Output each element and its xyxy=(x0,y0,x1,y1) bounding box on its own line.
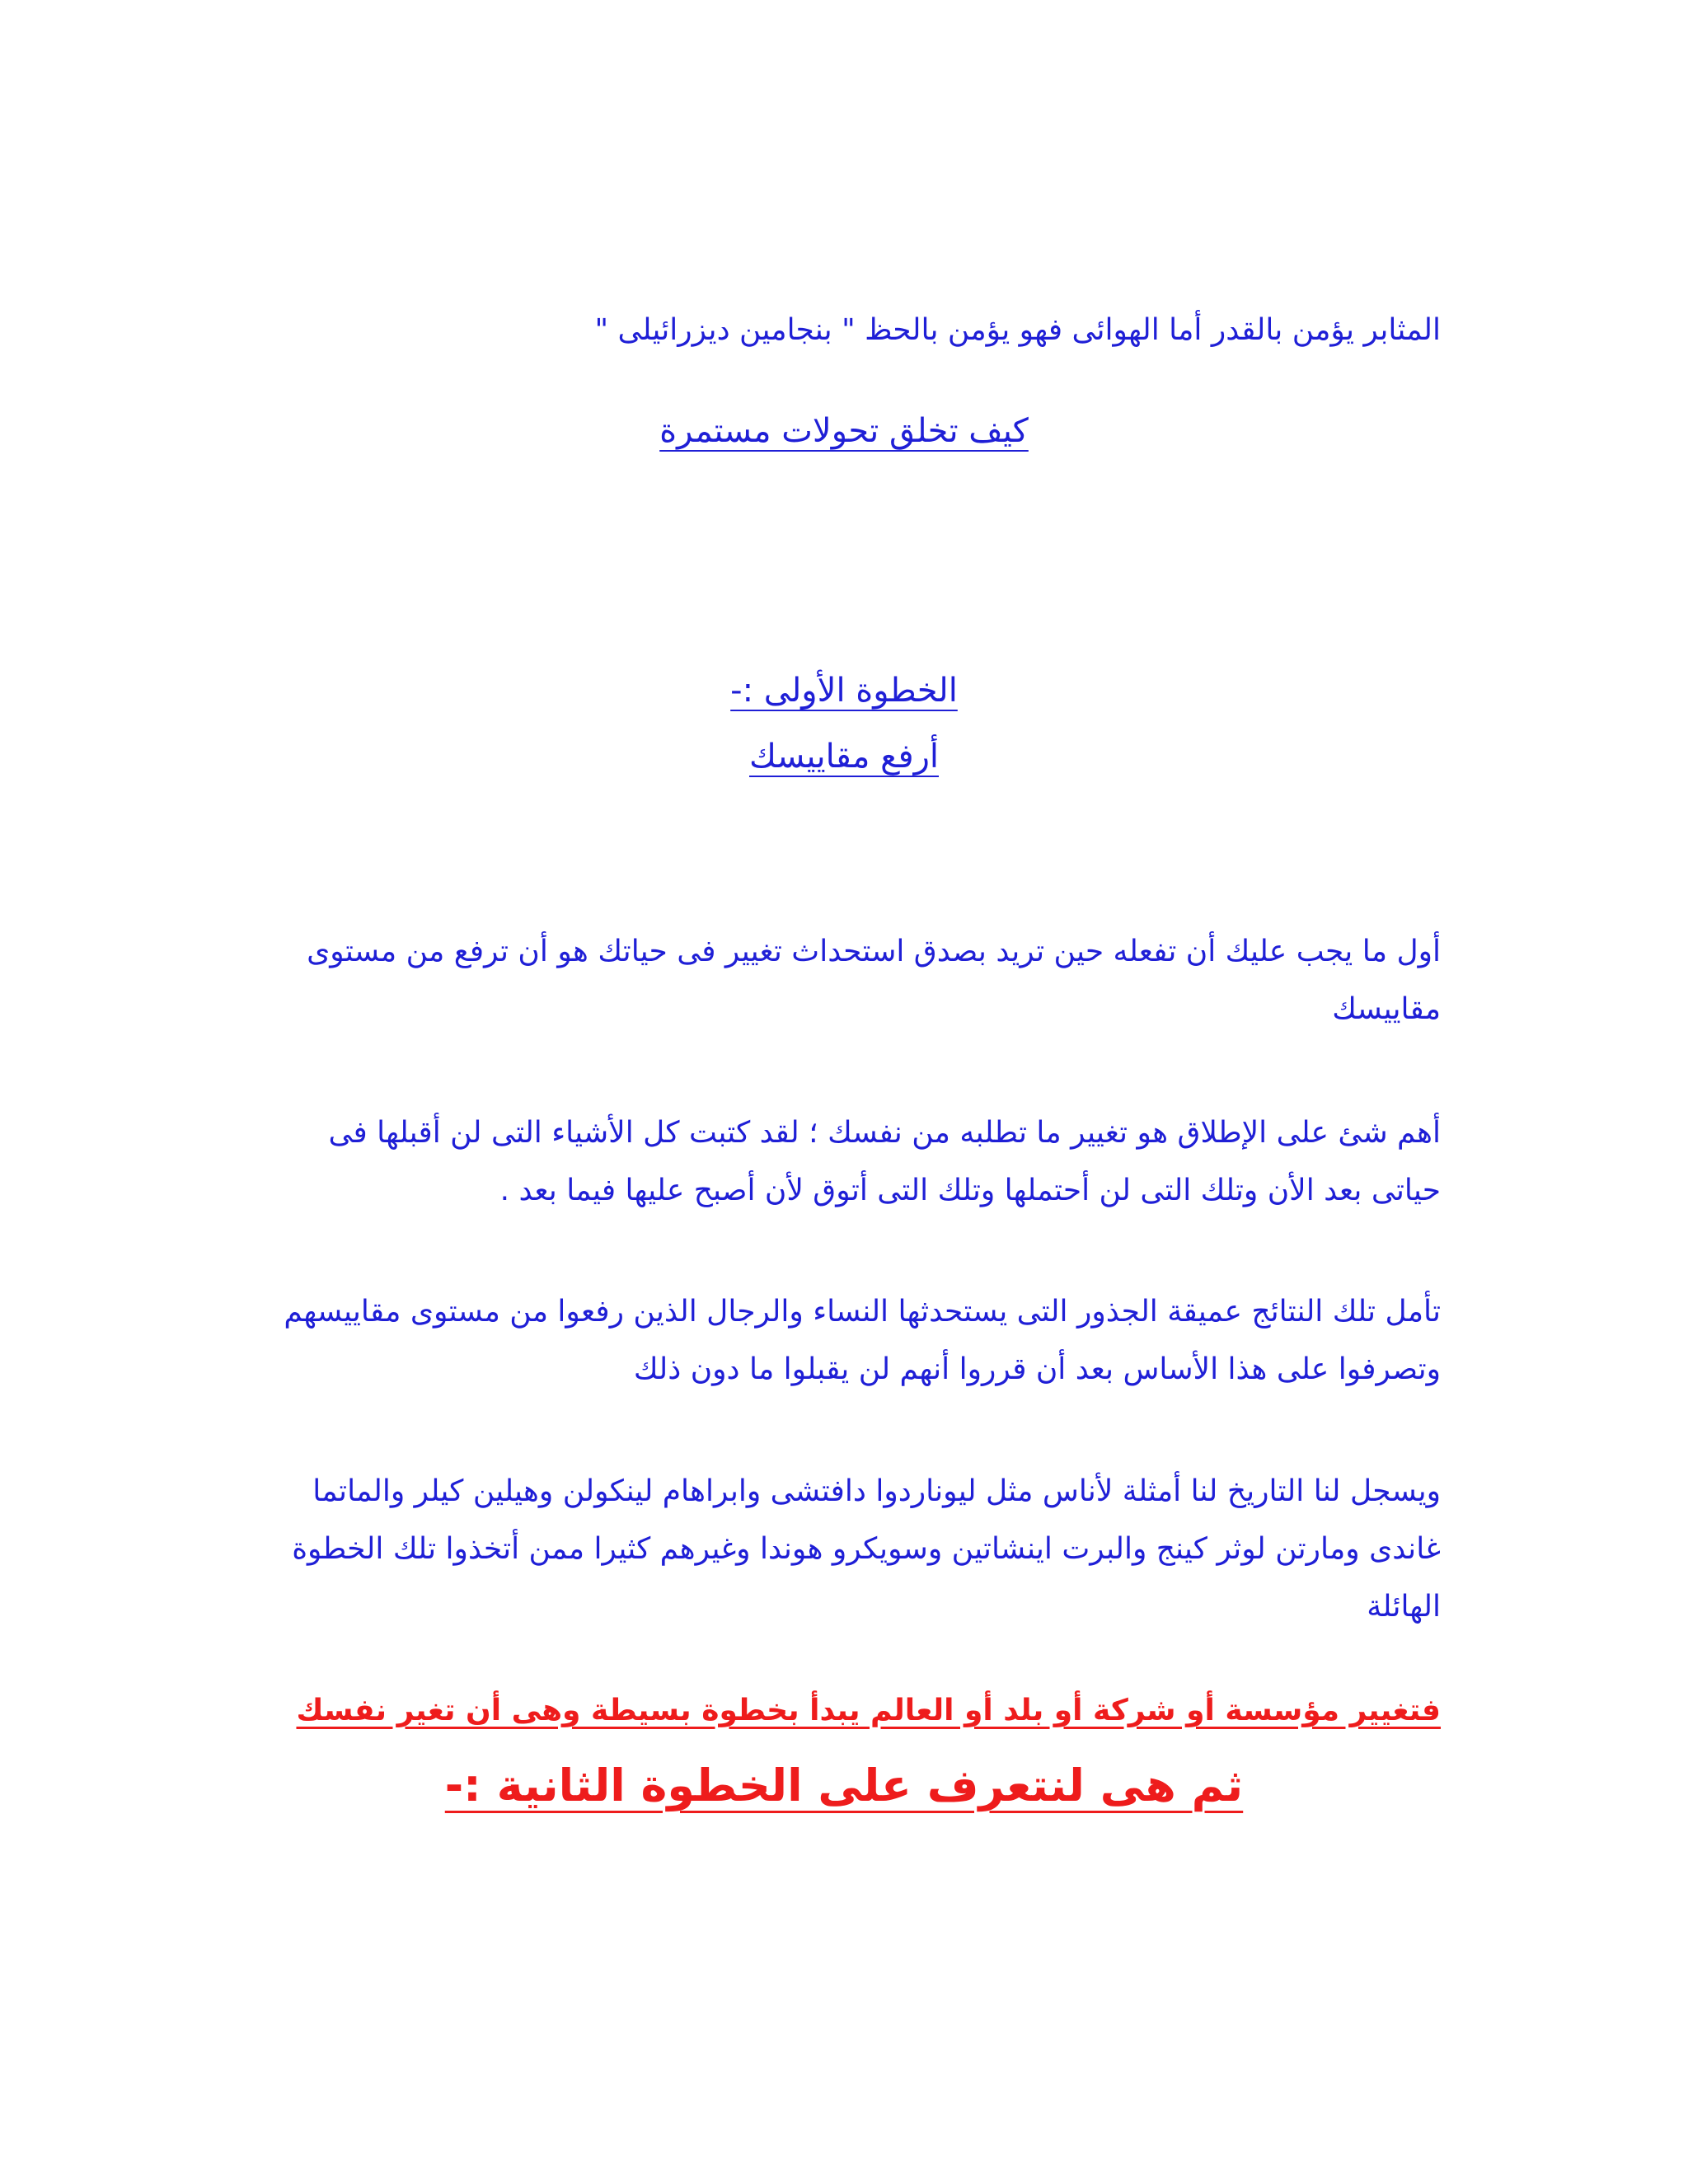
red-statement: فتغيير مؤسسة أو شركة أو بلد أو العالم يبدأ بخطوة بسيطة وهى أن تغير نفسك xyxy=(296,1694,1441,1727)
step-heading: الخطوة الأولى :- xyxy=(730,672,958,710)
paragraph-3: تأمل تلك النتائج عميقة الجذور التى يستحدثها النساء والرجال الذين رفعوا من مستوى مقاييسهم وتصرفوا على هذا الأساس بعد أن قرروا أنهم لن يقبلوا ما دون ذلك xyxy=(284,1295,1441,1386)
paragraph-4: ويسجل لنا التاريخ لنا أمثلة لأناس مثل ليوناردوا دافتشى وابراهام لينكولن وهيلين كيلر والماتما غاندى ومارتن لوثر كينج والبرت اينشاتين وسويكرو هوندا وغيرهم كثيرا ممن أتخذوا تلك الخطوة الهائلة xyxy=(292,1474,1441,1624)
quote-line: المثابر يؤمن بالقدر أما الهوائى فهو يؤمن بالحظ " بنجامين ديزرائيلى " xyxy=(594,313,1441,347)
main-title: كيف تخلق تحولات مستمرة xyxy=(659,412,1029,450)
paragraph-2: أهم شئ على الإطلاق هو تغيير ما تطلبه من نفسك ؛ لقد كتبت كل الأشياء التى لن أقبلها فى حياتى بعد الأن وتلك التى لن أحتملها وتلك التى أتوق لأن أصبح عليها فيما بعد . xyxy=(328,1116,1441,1207)
step-subheading: أرفع مقاييسك xyxy=(749,738,939,776)
paragraph-1: أول ما يجب عليك أن تفعله حين تريد بصدق استحداث تغيير فى حياتك هو أن ترفع من مستوى مقاييسك xyxy=(307,935,1441,1026)
next-step-title: ثم هى لنتعرف على الخطوة الثانية :- xyxy=(444,1760,1244,1811)
